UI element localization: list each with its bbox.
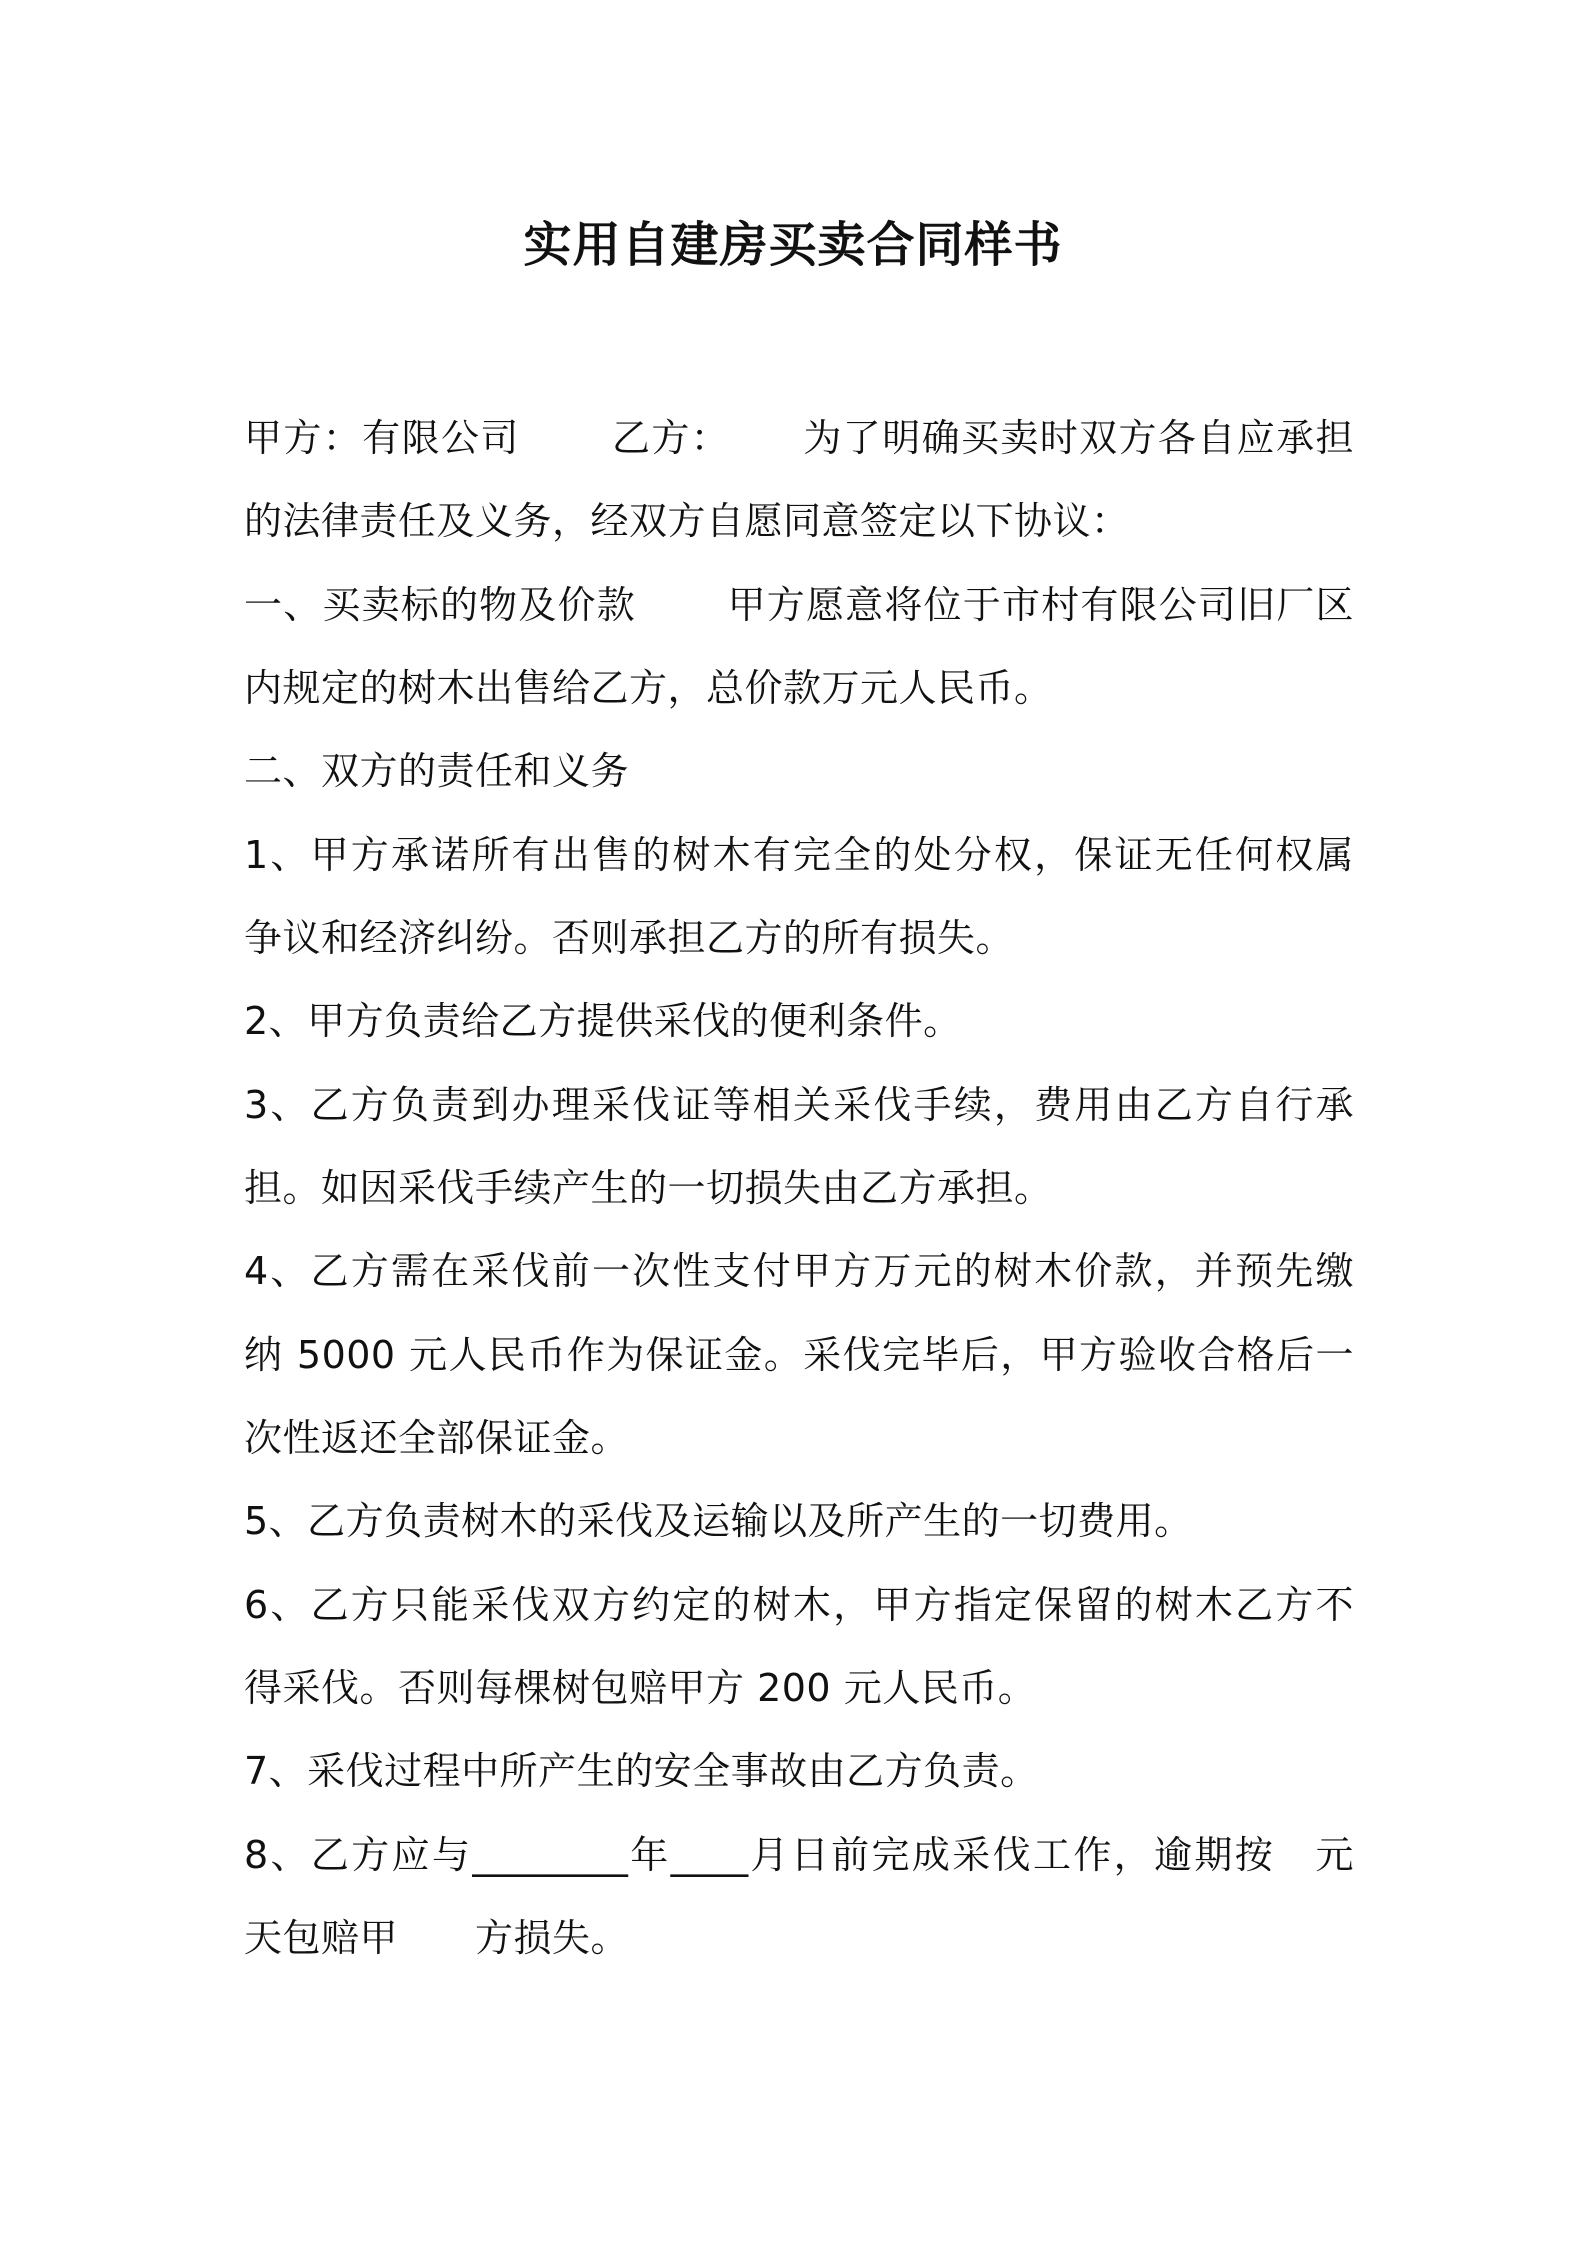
paragraph-line: 内规定的树木出售给乙方，总价款万元人民币。: [244, 666, 1053, 710]
paragraph-line: 7、采伐过程中所产生的安全事故由乙方负责。: [244, 1749, 1039, 1793]
paragraph-line: 4、乙方需在采伐前一次性支付甲方万元的树木价款，并预先缴: [244, 1249, 1354, 1293]
paragraph-line: 次性返还全部保证金。: [244, 1416, 630, 1460]
paragraph-line: 2、甲方负责给乙方提供采伐的便利条件。: [244, 999, 962, 1043]
paragraph-line: 的法律责任及义务，经双方自愿同意签定以下协议：: [244, 499, 1130, 543]
paragraph-line: 3、乙方负责到办理采伐证等相关采伐手续，费用由乙方自行承: [244, 1083, 1354, 1127]
paragraph-line: 8、乙方应与________年____月日前完成采伐工作，逾期按 元: [244, 1833, 1354, 1877]
paragraph-line: 1、甲方承诺所有出售的树木有完全的处分权，保证无任何权属: [244, 833, 1354, 877]
paragraph-line: 担。如因采伐手续产生的一切损失由乙方承担。: [244, 1166, 1053, 1210]
paragraph-line: 天包赔甲 方损失。: [244, 1916, 630, 1960]
paragraph-line: 纳 5000 元人民币作为保证金。采伐完毕后，甲方验收合格后一: [244, 1333, 1354, 1377]
document-title: 实用自建房买卖合同样书: [523, 217, 1063, 273]
paragraph-line: 争议和经济纠纷。否则承担乙方的所有损失。: [244, 916, 1015, 960]
paragraph-line: 甲方：有限公司 乙方： 为了明确买卖时双方各自应承担: [244, 416, 1354, 460]
paragraph-line: 一、买卖标的物及价款 甲方愿意将位于市村有限公司旧厂区: [244, 583, 1354, 627]
paragraph-line: 5、乙方负责树木的采伐及运输以及所产生的一切费用。: [244, 1499, 1193, 1543]
paragraph-line: 得采伐。否则每棵树包赔甲方 200 元人民币。: [244, 1666, 1037, 1710]
section-heading: 二、双方的责任和义务: [244, 749, 630, 793]
paragraph-line: 6、乙方只能采伐双方约定的树木，甲方指定保留的树木乙方不: [244, 1583, 1354, 1627]
